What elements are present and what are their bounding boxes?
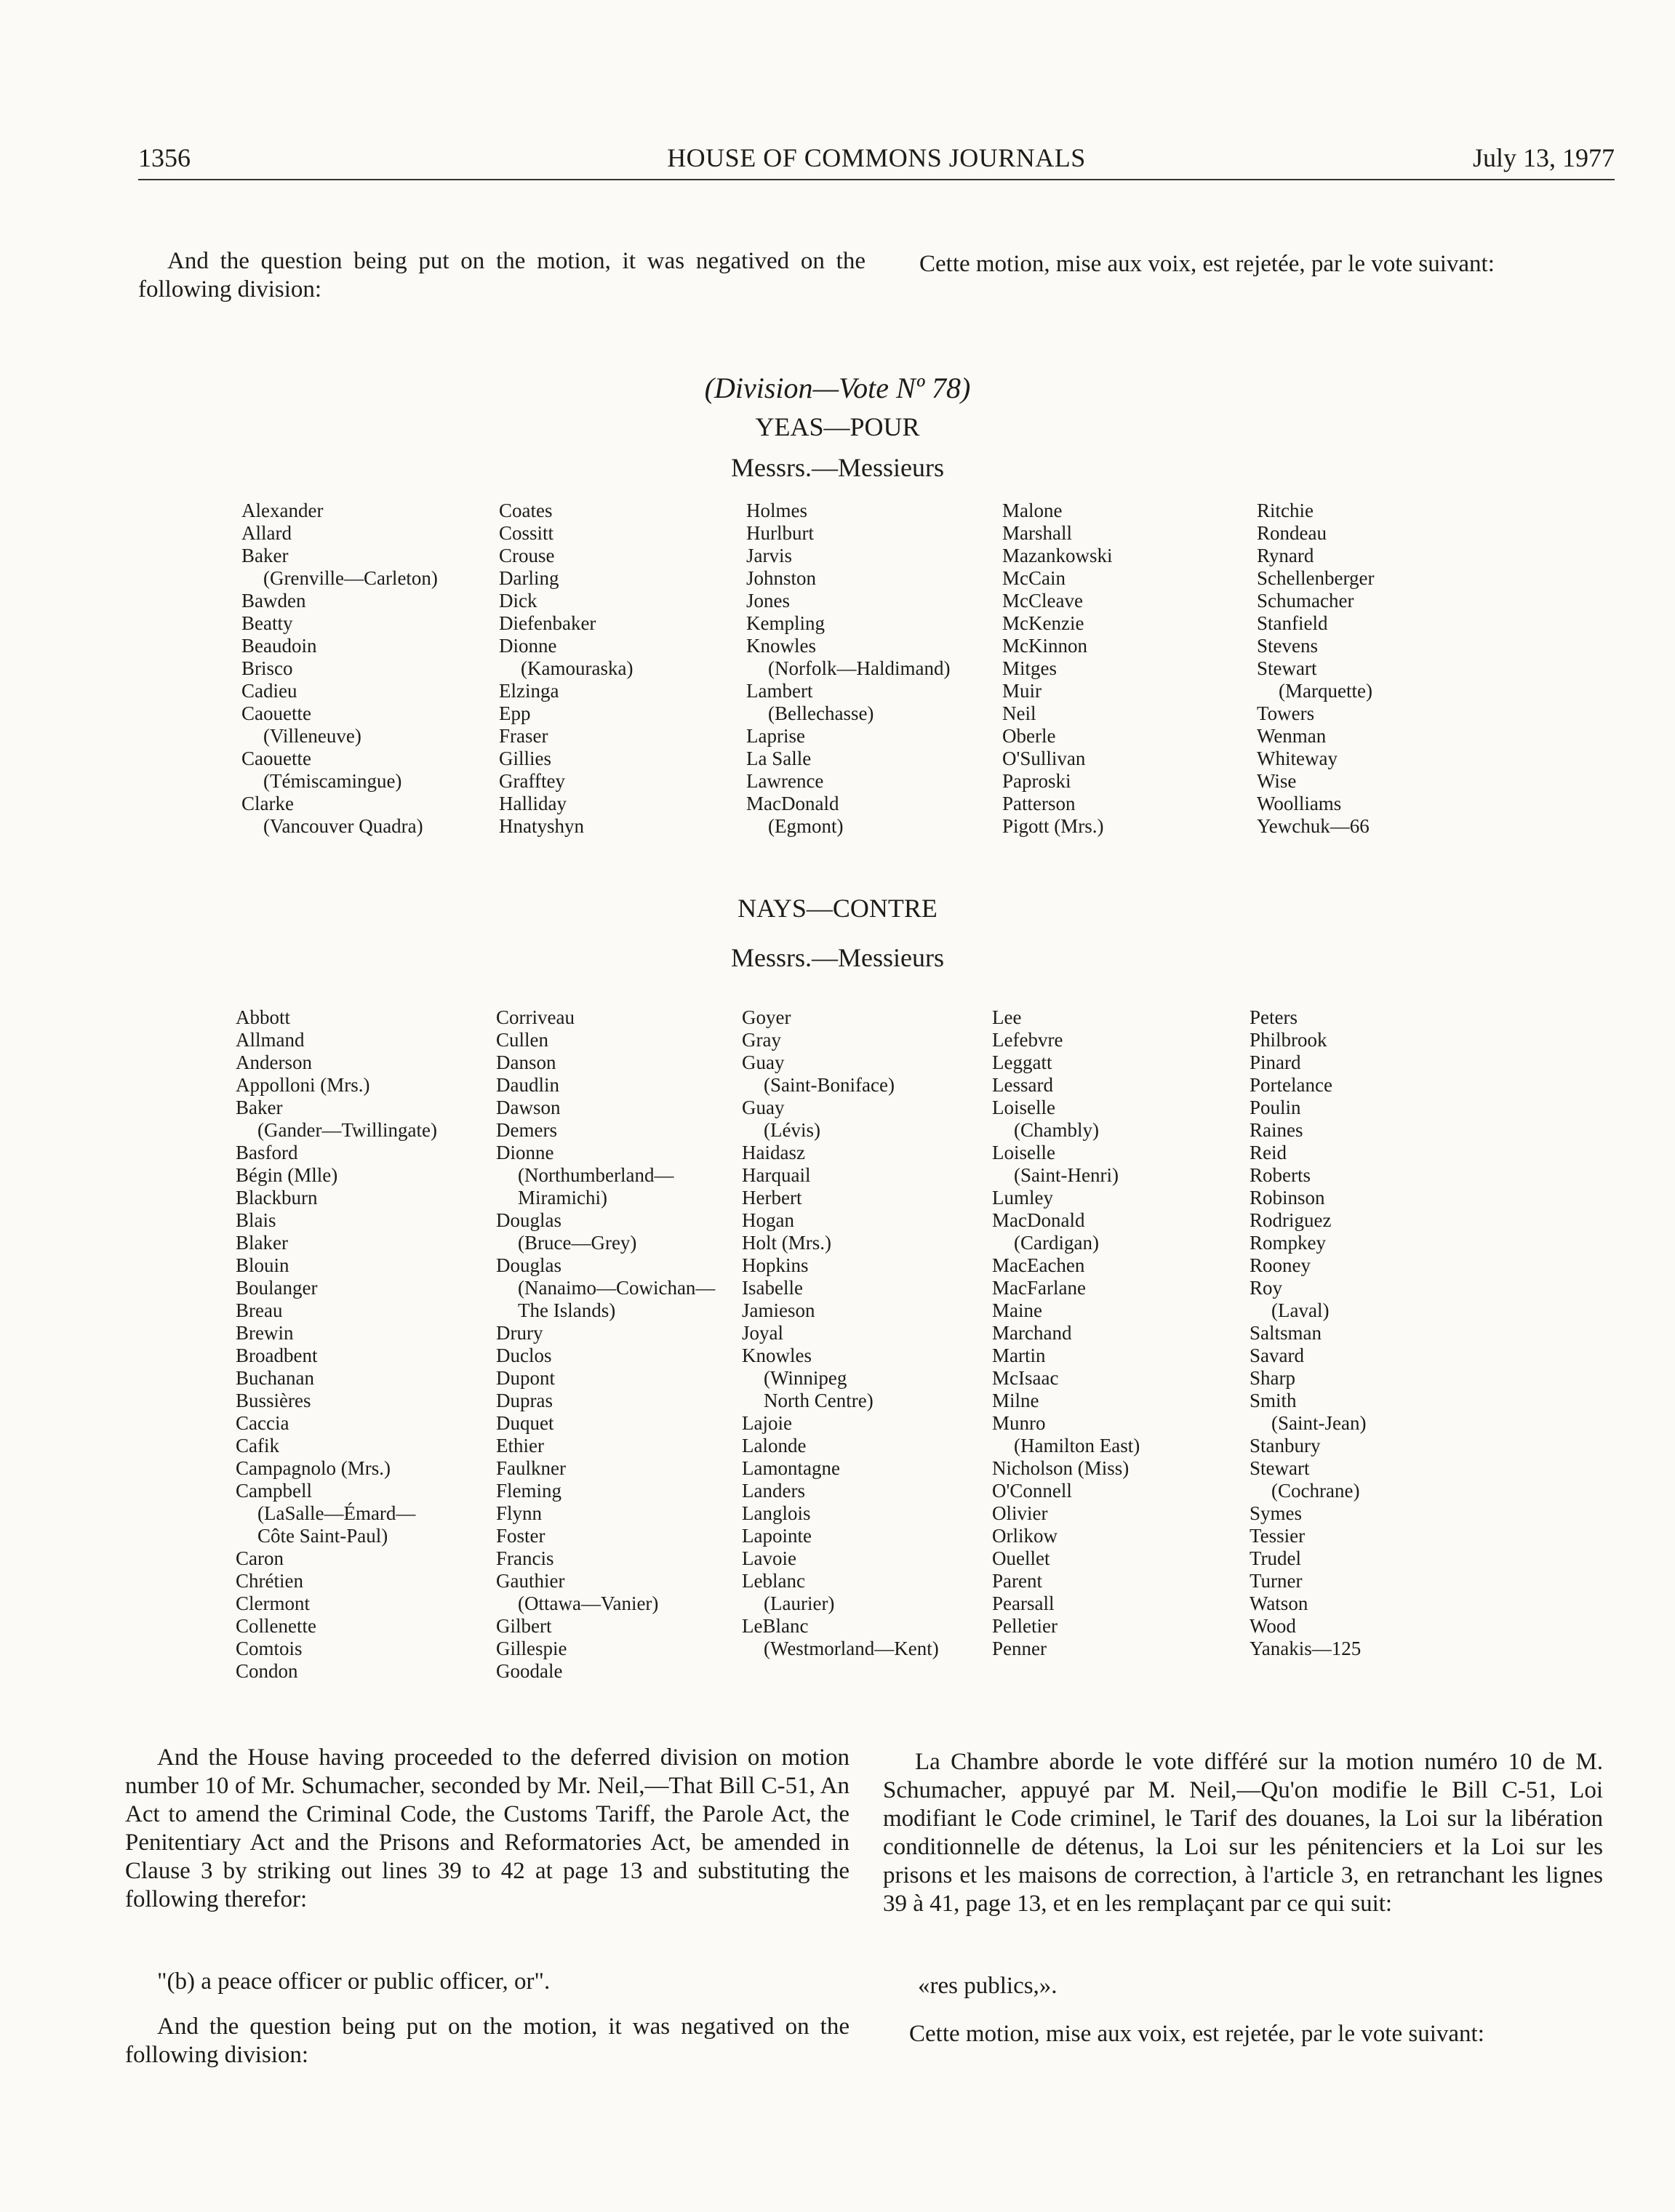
member-name: Malone <box>1002 500 1063 521</box>
member-name: (LaSalle—Émard— <box>257 1502 416 1524</box>
member-name: Leggatt <box>992 1051 1052 1073</box>
member-name: Breau <box>236 1299 283 1321</box>
member-name: Portelance <box>1250 1074 1332 1096</box>
member-name: Douglas <box>496 1254 561 1276</box>
member-name: Isabelle <box>742 1277 803 1299</box>
member-name: Collenette <box>236 1615 316 1637</box>
member-name: Rompkey <box>1250 1232 1326 1254</box>
member-name: Blaker <box>236 1232 288 1254</box>
member-name: O'Sullivan <box>1002 748 1086 769</box>
member-name: Olivier <box>992 1502 1048 1524</box>
member-name: Watson <box>1250 1592 1308 1614</box>
member-name: Baker <box>241 545 289 566</box>
member-name: Jarvis <box>746 545 792 566</box>
yeas-column-5 <box>1257 500 1374 838</box>
member-name: Trudel <box>1250 1547 1302 1569</box>
member-name: La Salle <box>746 748 812 769</box>
member-name: Ritchie <box>1257 500 1314 521</box>
member-name: Hnatyshyn <box>499 815 584 837</box>
member-name: Patterson <box>1002 793 1076 814</box>
member-name: Dick <box>499 590 537 612</box>
member-name: Savard <box>1250 1345 1304 1366</box>
member-name: Lumley <box>992 1187 1053 1209</box>
member-name: Ethier <box>496 1435 544 1456</box>
member-name: Bussières <box>236 1390 311 1411</box>
member-name: McCain <box>1002 567 1066 589</box>
member-name: McKenzie <box>1002 612 1084 634</box>
nays-column-1 <box>236 1006 437 1683</box>
member-name: (Cardigan) <box>1014 1232 1099 1254</box>
member-name: Goodale <box>496 1660 563 1682</box>
member-name: Pigott (Mrs.) <box>1002 815 1104 837</box>
member-name: Allmand <box>236 1029 305 1051</box>
member-name: Epp <box>499 702 531 724</box>
member-name: Beatty <box>241 612 293 634</box>
member-name: Diefenbaker <box>499 612 596 634</box>
member-name: (Norfolk—Haldimand) <box>768 657 951 679</box>
yeas-messrs: Messrs.—Messieurs <box>731 453 944 482</box>
member-name: Blouin <box>236 1254 289 1276</box>
member-name: (Winnipeg <box>764 1367 847 1389</box>
member-name: Beaudoin <box>241 635 317 657</box>
member-name: Turner <box>1250 1570 1303 1592</box>
member-name: Crouse <box>499 545 555 566</box>
member-name: Pinard <box>1250 1051 1301 1073</box>
member-name: Holmes <box>746 500 807 521</box>
nays-column-5 <box>1250 1006 1366 1660</box>
yeas-column-2 <box>499 500 633 838</box>
member-name: Goyer <box>742 1006 791 1028</box>
member-name: O'Connell <box>992 1480 1072 1502</box>
member-name: (Marquette) <box>1279 680 1372 702</box>
member-name: Caouette <box>241 702 311 724</box>
member-name: Jamieson <box>742 1299 815 1321</box>
member-name: Raines <box>1250 1119 1303 1141</box>
page-header <box>138 143 1615 180</box>
nays-column-2 <box>496 1006 715 1683</box>
member-name: (Villeneuve) <box>263 725 361 747</box>
member-name: Demers <box>496 1119 557 1141</box>
member-name: Joyal <box>742 1322 783 1344</box>
member-name: Saltsman <box>1250 1322 1322 1344</box>
member-name: Towers <box>1257 702 1315 724</box>
member-name: Gillespie <box>496 1638 567 1659</box>
member-name: Milne <box>992 1390 1039 1411</box>
member-name: Knowles <box>746 635 816 657</box>
member-name: Abbott <box>236 1006 291 1028</box>
member-name: Blais <box>236 1209 276 1231</box>
member-name: Boulanger <box>236 1277 318 1299</box>
member-name: (Cochrane) <box>1271 1480 1360 1502</box>
member-name: Lajoie <box>742 1412 792 1434</box>
member-name: Herbert <box>742 1187 802 1209</box>
member-name: Rondeau <box>1257 522 1327 544</box>
member-name: Dupont <box>496 1367 555 1389</box>
member-name: Whiteway <box>1257 748 1338 769</box>
journal-title: HOUSE OF COMMONS JOURNALS <box>667 143 1086 172</box>
member-name: Lalonde <box>742 1435 807 1456</box>
member-name: Munro <box>992 1412 1046 1434</box>
member-name: Roberts <box>1250 1164 1311 1186</box>
member-name: North Centre) <box>764 1390 874 1411</box>
member-name: Orlikow <box>992 1525 1058 1547</box>
member-name: Lefebvre <box>992 1029 1063 1051</box>
member-name: Marshall <box>1002 522 1072 544</box>
member-name: McIsaac <box>992 1367 1059 1389</box>
member-name: (Grenville—Carleton) <box>263 567 438 589</box>
member-name: (Bruce—Grey) <box>518 1232 637 1254</box>
member-name: Paproski <box>1002 770 1071 792</box>
member-name: (Chambly) <box>1014 1119 1099 1141</box>
member-name: Wood <box>1250 1615 1296 1637</box>
member-name: Lapointe <box>742 1525 812 1547</box>
member-name: Alexander <box>241 500 324 521</box>
member-name: Fleming <box>496 1480 562 1502</box>
member-name: Corriveau <box>496 1006 575 1028</box>
member-name: (Northumberland— <box>518 1164 674 1186</box>
member-name: Blackburn <box>236 1187 318 1209</box>
member-name: Stanfield <box>1257 612 1328 634</box>
member-name: Drury <box>496 1322 543 1344</box>
member-name: Yewchuk—66 <box>1257 815 1370 837</box>
member-name: Danson <box>496 1051 556 1073</box>
member-name: Gray <box>742 1029 781 1051</box>
journal-date: July 13, 1977 <box>1472 143 1615 172</box>
member-name: Comtois <box>236 1638 303 1659</box>
member-name: Johnston <box>746 567 817 589</box>
member-name: (Vancouver Quadra) <box>263 815 423 837</box>
yeas-column-4 <box>1002 500 1112 838</box>
member-name: (Saint-Jean) <box>1271 1412 1367 1434</box>
member-name: (Hamilton East) <box>1014 1435 1140 1456</box>
member-name: Caouette <box>241 748 311 769</box>
member-name: Knowles <box>742 1345 812 1366</box>
member-name: Condon <box>236 1660 298 1682</box>
member-name: (Saint-Henri) <box>1014 1164 1119 1186</box>
member-name: Dionne <box>496 1142 554 1163</box>
nays-column-3 <box>742 1006 939 1660</box>
member-name: Guay <box>742 1097 785 1118</box>
member-name: Smith <box>1250 1390 1297 1411</box>
member-name: Basford <box>236 1142 298 1163</box>
member-name: (Bellechasse) <box>768 702 874 724</box>
member-name: Foster <box>496 1525 545 1547</box>
member-name: Brewin <box>236 1322 294 1344</box>
member-name: Loiselle <box>992 1142 1055 1163</box>
member-name: Chrétien <box>236 1570 303 1592</box>
member-name: Pelletier <box>992 1615 1058 1637</box>
intro-french: Cette motion, mise aux voix, est rejetée, par le vote suivant: <box>919 251 1495 277</box>
member-name: Lee <box>992 1006 1022 1028</box>
member-name: Haidasz <box>742 1142 805 1163</box>
member-name: Muir <box>1002 680 1042 702</box>
intro-english: And the question being put on the motion, it was negatived on the following division: <box>138 248 866 302</box>
member-name: Halliday <box>499 793 567 814</box>
member-name: Cafik <box>236 1435 279 1456</box>
member-name: (Lévis) <box>764 1119 820 1141</box>
member-name: Landers <box>742 1480 805 1502</box>
member-name: Darling <box>499 567 559 589</box>
member-name: Nicholson (Miss) <box>992 1457 1130 1479</box>
member-name: Pearsall <box>992 1592 1055 1614</box>
member-name: Mitges <box>1002 657 1058 679</box>
member-name: Lavoie <box>742 1547 796 1569</box>
member-name: MacEachen <box>992 1254 1085 1276</box>
member-name: Bégin (Mlle) <box>236 1164 338 1186</box>
member-name: Rodriguez <box>1250 1209 1332 1231</box>
member-name: (Laval) <box>1271 1299 1330 1321</box>
member-name: Harquail <box>742 1164 811 1186</box>
member-name: Leblanc <box>742 1570 805 1592</box>
member-name: (Témiscamingue) <box>263 770 402 792</box>
member-name: Lawrence <box>746 770 824 792</box>
member-name: Schumacher <box>1257 590 1354 612</box>
yeas-column-1 <box>241 500 438 838</box>
member-name: Robinson <box>1250 1187 1325 1209</box>
member-name: Stewart <box>1257 657 1317 679</box>
member-name: Cullen <box>496 1029 548 1051</box>
yeas-column-3 <box>746 500 950 838</box>
member-name: Kempling <box>746 612 825 634</box>
member-name: Ouellet <box>992 1547 1050 1569</box>
member-name: Coates <box>499 500 553 521</box>
member-name: Lessard <box>992 1074 1053 1096</box>
member-name: Lambert <box>746 680 813 702</box>
member-name: Oberle <box>1002 725 1056 747</box>
member-name: Martin <box>992 1345 1046 1366</box>
member-name: Côte Saint-Paul) <box>257 1525 388 1547</box>
member-name: Roy <box>1250 1277 1283 1299</box>
member-name: Daudlin <box>496 1074 559 1096</box>
member-name: (Ottawa—Vanier) <box>518 1592 659 1614</box>
member-name: Yanakis—125 <box>1250 1638 1362 1659</box>
member-name: Elzinga <box>499 680 559 702</box>
member-name: Peters <box>1250 1006 1298 1028</box>
member-name: Schellenberger <box>1257 567 1375 589</box>
yeas-heading: YEAS—POUR <box>755 412 920 441</box>
member-name: Loiselle <box>992 1097 1055 1118</box>
member-name: Flynn <box>496 1502 543 1524</box>
member-name: Dupras <box>496 1390 553 1411</box>
member-name: Poulin <box>1250 1097 1301 1118</box>
member-name: McCleave <box>1002 590 1083 612</box>
division-title: (Division—Vote Nº 78) <box>704 372 971 404</box>
member-name: LeBlanc <box>742 1615 809 1637</box>
member-name: Stewart <box>1250 1457 1310 1479</box>
motion-english: And the House having proceeded to the deferred division on motion number 10 of Mr. Schumacher, seconded by Mr. Neil,—That Bill C-51, An Act to amend the Criminal Code, the Customs Tariff, the Parole Act, the Penitentiary Act and the Prisons and Reformatories Act, be amended in Clause 3 by striking out lines 39 to 42 at page 13 and substituting the following therefor: <box>125 1744 850 1912</box>
member-name: Dawson <box>496 1097 561 1118</box>
member-name: Clarke <box>241 793 294 814</box>
member-name: Philbrook <box>1250 1029 1327 1051</box>
member-name: Cadieu <box>241 680 297 702</box>
motion-french: La Chambre aborde le vote différé sur la motion numéro 10 de M. Schumacher, appuyé par M. Neil,—Qu'on modifie le Bill C-51, Loi modifiant le Code criminel, le Tarif des douanes, la Loi sur la libération conditionnelle de détenus, la Loi sur les pénitenciers et la Loi sur les prisons et les maisons de correction, à l'article 3, en retranchant les lignes 39 à 41, page 13, et en les remplaçant par ce qui suit: <box>883 1749 1603 1917</box>
member-name: Brisco <box>241 657 293 679</box>
member-name: Hurlburt <box>746 522 814 544</box>
member-name: Caccia <box>236 1412 289 1434</box>
member-name: Hopkins <box>742 1254 809 1276</box>
member-name: Duclos <box>496 1345 552 1366</box>
closing-french: Cette motion, mise aux voix, est rejetée, par le vote suivant: <box>909 2021 1484 2047</box>
member-name: Rynard <box>1257 545 1314 566</box>
nays-heading: NAYS—CONTRE <box>737 894 938 923</box>
member-name: Baker <box>236 1097 283 1118</box>
member-name: Sharp <box>1250 1367 1295 1389</box>
member-name: (Westmorland—Kent) <box>764 1638 939 1659</box>
member-name: Stevens <box>1257 635 1318 657</box>
member-name: Stanbury <box>1250 1435 1321 1456</box>
member-name: Miramichi) <box>518 1187 607 1209</box>
member-name: Parent <box>992 1570 1042 1592</box>
member-name: Mazankowski <box>1002 545 1113 566</box>
member-name: Duquet <box>496 1412 554 1434</box>
member-name: (Gander—Twillingate) <box>257 1119 438 1141</box>
quote-english: "(b) a peace officer or public officer, or". <box>157 1968 551 1995</box>
member-name: Gilbert <box>496 1615 552 1637</box>
member-name: Hogan <box>742 1209 794 1231</box>
member-name: Campagnolo (Mrs.) <box>236 1457 391 1479</box>
member-name: Symes <box>1250 1502 1303 1524</box>
member-name: Cossitt <box>499 522 554 544</box>
member-name: Maine <box>992 1299 1042 1321</box>
member-name: Appolloni (Mrs.) <box>236 1074 370 1096</box>
member-name: MacDonald <box>746 793 839 814</box>
member-name: Bawden <box>241 590 306 612</box>
member-name: Dionne <box>499 635 557 657</box>
member-name: Woolliams <box>1257 793 1342 814</box>
member-name: Allard <box>241 522 292 544</box>
member-name: Penner <box>992 1638 1047 1659</box>
member-name: MacFarlane <box>992 1277 1086 1299</box>
member-name: Tessier <box>1250 1525 1306 1547</box>
member-name: Francis <box>496 1547 554 1569</box>
member-name: Fraser <box>499 725 548 747</box>
page-number: 1356 <box>138 143 191 172</box>
member-name: (Laurier) <box>764 1592 835 1614</box>
member-name: Broadbent <box>236 1345 318 1366</box>
member-name: Jones <box>746 590 790 612</box>
member-name: Gauthier <box>496 1570 565 1592</box>
member-name: (Egmont) <box>768 815 844 837</box>
member-name: Guay <box>742 1051 785 1073</box>
quote-french: «res publics,». <box>918 1973 1058 1999</box>
member-name: Grafftey <box>499 770 565 792</box>
nays-column-4 <box>992 1006 1140 1660</box>
closing-english: And the question being put on the motion, it was negatived on the following division: <box>125 2013 850 2068</box>
member-name: The Islands) <box>518 1299 616 1321</box>
member-name: Caron <box>236 1547 284 1569</box>
member-name: Anderson <box>236 1051 312 1073</box>
member-name: MacDonald <box>992 1209 1085 1231</box>
member-name: Reid <box>1250 1142 1287 1163</box>
member-name: (Kamouraska) <box>521 657 633 679</box>
member-name: Buchanan <box>236 1367 314 1389</box>
member-name: Holt (Mrs.) <box>742 1232 831 1254</box>
member-name: Marchand <box>992 1322 1072 1344</box>
member-name: McKinnon <box>1002 635 1087 657</box>
member-name: Laprise <box>746 725 805 747</box>
member-name: Wise <box>1257 770 1297 792</box>
member-name: Wenman <box>1257 725 1327 747</box>
member-name: Clermont <box>236 1592 310 1614</box>
member-name: (Nanaimo—Cowichan— <box>518 1277 716 1299</box>
member-name: Faulkner <box>496 1457 566 1479</box>
member-name: Langlois <box>742 1502 811 1524</box>
member-name: Neil <box>1002 702 1036 724</box>
member-name: Campbell <box>236 1480 312 1502</box>
nays-messrs: Messrs.—Messieurs <box>731 943 944 972</box>
member-name: Gillies <box>499 748 551 769</box>
member-name: (Saint-Boniface) <box>764 1074 895 1096</box>
member-name: Lamontagne <box>742 1457 840 1479</box>
member-name: Rooney <box>1250 1254 1311 1276</box>
member-name: Douglas <box>496 1209 561 1231</box>
